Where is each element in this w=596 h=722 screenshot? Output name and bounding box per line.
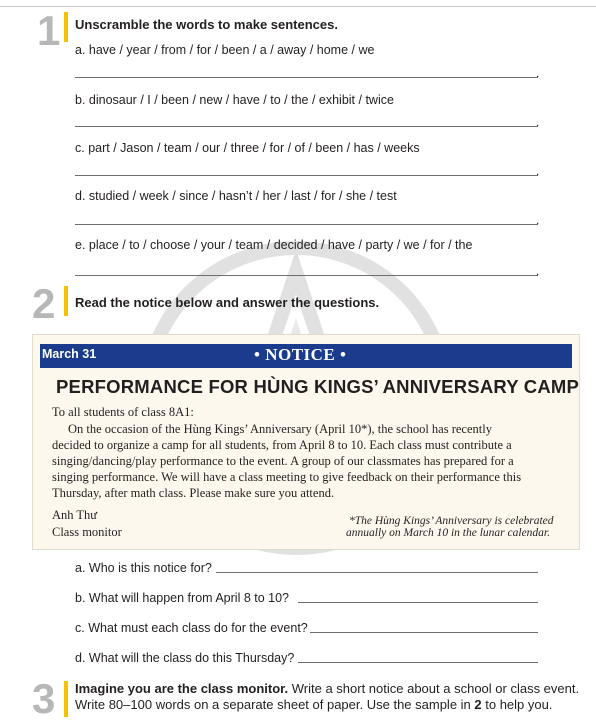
answer-line-end: . bbox=[536, 66, 540, 80]
answer-line-a[interactable] bbox=[75, 77, 538, 78]
unscramble-item-e: e. place / to / choose / your / team / decided / have / party / we / for / the bbox=[75, 238, 473, 252]
question-d: d. What will the class do this Thursday? bbox=[75, 651, 295, 665]
top-rule bbox=[0, 6, 596, 7]
unscramble-item-b: b. dinosaur / I / been / new / have / to / the / exhibit / twice bbox=[75, 93, 394, 107]
section-3-instruction-line-2 bbox=[75, 697, 552, 713]
answer-line-d[interactable] bbox=[75, 224, 538, 225]
section-number-3: 3 bbox=[32, 675, 56, 722]
answer-line-question-a[interactable] bbox=[216, 572, 538, 573]
unscramble-item-d: d. studied / week / since / hasn’t / her / last / for / she / test bbox=[75, 189, 397, 203]
question-b: b. What will happen from April 8 to 10? bbox=[75, 591, 290, 605]
section-title-2: Read the notice below and answer the questions. bbox=[75, 295, 380, 310]
section-3-line2-before: Write 80–100 words on a separate sheet of paper. Use the sample in bbox=[75, 697, 475, 712]
notice-date: March 31 bbox=[42, 347, 97, 361]
answer-line-e[interactable] bbox=[75, 275, 538, 276]
notice-body-line: Thursday, after math class. Please make sure you attend. bbox=[52, 486, 335, 500]
section-3-instruction-line-1 bbox=[75, 681, 579, 697]
notice-footnote-line: annually on March 10 in the lunar calendar. bbox=[346, 527, 550, 539]
notice-footnote-line: *The Hùng Kings’ Anniversary is celebrated bbox=[349, 515, 554, 527]
section-number-2: 2 bbox=[32, 280, 56, 327]
notice-body-line: singing performance. We will have a class meeting to give feedback on their performance this bbox=[52, 470, 522, 484]
notice-signer-role: Class monitor bbox=[52, 525, 122, 539]
answer-line-end: . bbox=[536, 264, 540, 278]
unscramble-item-a: a. have / year / from / for / been / a / away / home / we bbox=[75, 43, 375, 57]
section-3-line1-rest: Write a short notice about a school or class event. bbox=[288, 681, 580, 696]
section-3-bold-lead: Imagine you are the class monitor. bbox=[75, 681, 289, 696]
answer-line-c[interactable] bbox=[75, 175, 538, 176]
answer-line-end: . bbox=[536, 164, 540, 178]
answer-line-question-c[interactable] bbox=[310, 632, 538, 633]
notice-body-line: decided to organize a camp for all students, from April 8 to 10. Each class must contribute a bbox=[52, 438, 512, 452]
section-accent-bar bbox=[64, 286, 68, 316]
answer-line-b[interactable] bbox=[75, 126, 538, 127]
section-3-line2-bold: 2 bbox=[474, 697, 482, 712]
answer-line-end: . bbox=[536, 115, 540, 129]
notice-signer-name: Anh Thư bbox=[52, 508, 98, 522]
answer-line-question-b[interactable] bbox=[298, 602, 538, 603]
question-a: a. Who is this notice for? bbox=[75, 561, 212, 575]
notice-greeting: To all students of class 8A1: bbox=[52, 405, 194, 419]
answer-line-question-d[interactable] bbox=[298, 662, 538, 663]
answer-line-end: . bbox=[536, 213, 540, 227]
notice-body-line: singing/dancing/play performance to the event. A group of our classmates has prepared for a bbox=[52, 454, 514, 468]
section-number-1: 1 bbox=[37, 7, 61, 54]
section-3-line2-after: to help you. bbox=[481, 697, 553, 712]
section-accent-bar bbox=[64, 681, 68, 717]
unscramble-item-c: c. part / Jason / team / our / three / for / of / been / has / weeks bbox=[75, 141, 420, 155]
notice-heading: • NOTICE • bbox=[254, 345, 347, 364]
section-title-1: Unscramble the words to make sentences. bbox=[75, 17, 338, 32]
notice-body-line: On the occasion of the Hùng Kings’ Anniversary (April 10*), the school has recently bbox=[68, 422, 492, 436]
section-accent-bar bbox=[64, 12, 68, 42]
question-c: c. What must each class do for the event? bbox=[75, 621, 308, 635]
notice-title: PERFORMANCE FOR HÙNG KINGS’ ANNIVERSARY CAMP bbox=[56, 376, 580, 397]
